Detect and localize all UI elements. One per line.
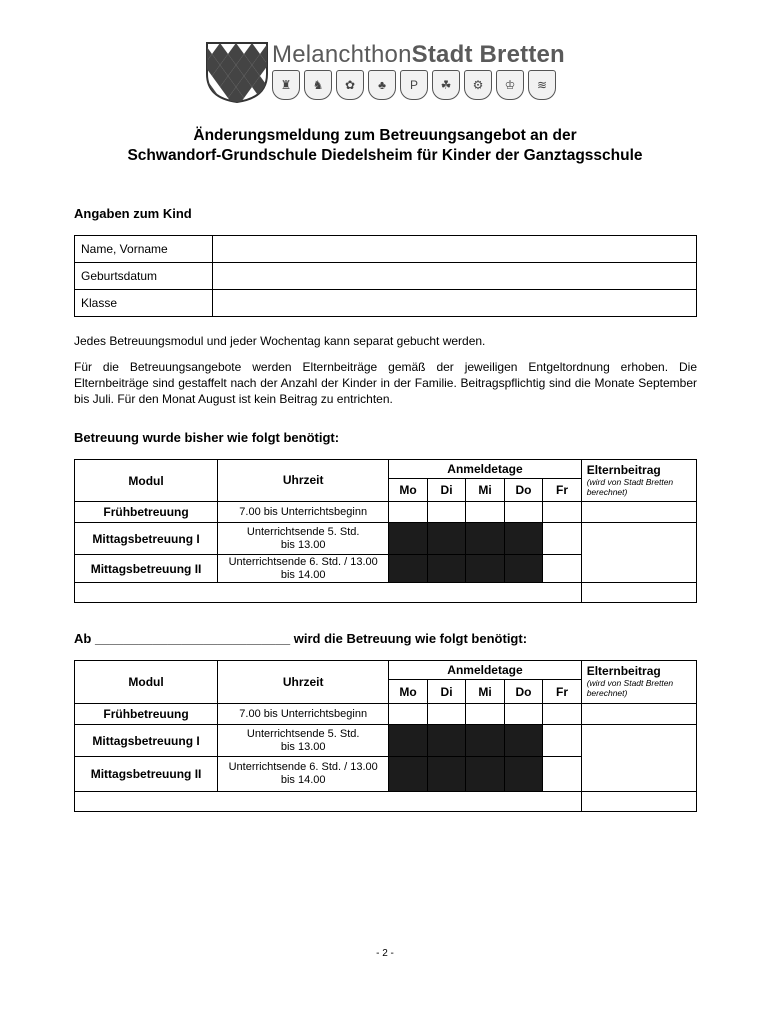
- uhrzeit-header: Uhrzeit: [218, 460, 389, 502]
- time-label: 7.00 bis Unterrichtsbeginn: [218, 704, 389, 725]
- booking-cell-fr[interactable]: [543, 704, 581, 725]
- booking-cell-do[interactable]: [504, 757, 543, 792]
- booking-cell-fr[interactable]: [543, 523, 581, 555]
- time-label: Unterrichtsende 6. Std. / 13.00 bis 14.00: [218, 757, 389, 792]
- booking-cell-mo[interactable]: [389, 502, 428, 523]
- table-row: [75, 583, 697, 603]
- module-label: Frühbetreuung: [75, 502, 218, 523]
- time-label: 7.00 bis Unterrichtsbeginn: [218, 502, 389, 523]
- title-line-2: Schwandorf-Grundschule Diedelsheim für Kinder der Ganztagsschule: [127, 147, 643, 164]
- total-fee-cell: [581, 792, 696, 812]
- day-mo: Mo: [389, 680, 428, 704]
- day-fr: Fr: [543, 479, 581, 502]
- table-row: [75, 236, 697, 263]
- anmeldetage-header: Anmeldetage: [389, 460, 581, 479]
- table-row: [75, 792, 697, 812]
- booking-cell-mi[interactable]: [466, 502, 504, 523]
- booking-cell-do[interactable]: [504, 502, 543, 523]
- booking-cell-di[interactable]: [427, 725, 465, 757]
- anmeldetage-header: Anmeldetage: [389, 661, 581, 680]
- future-care-heading: Ab ___________________________ wird die Betreuung wie folgt benötigt:: [74, 631, 528, 646]
- module-label: Mittagsbetreuung I: [75, 725, 218, 757]
- booking-cell-do[interactable]: [504, 725, 543, 757]
- day-fr: Fr: [543, 680, 581, 704]
- day-di: Di: [427, 680, 465, 704]
- elternbeitrag-note: (wird von Stadt Bretten berechnet): [586, 477, 674, 497]
- fee-cell: [581, 704, 696, 725]
- booking-cell-do[interactable]: [504, 555, 543, 583]
- modul-header: Modul: [75, 460, 218, 502]
- crest-6-icon: ☘: [432, 70, 460, 100]
- time-label: Unterrichtsende 6. Std. / 13.00 bis 14.00: [218, 555, 389, 583]
- table-row: [75, 725, 697, 757]
- booking-cell-mi[interactable]: [466, 555, 504, 583]
- booking-cell-di[interactable]: [427, 502, 465, 523]
- info-paragraph-1: Jedes Betreuungsmodul und jeder Wochentag kann separat gebucht werden.: [74, 334, 486, 348]
- birthdate-field[interactable]: [213, 263, 697, 290]
- booking-cell-mo[interactable]: [389, 757, 428, 792]
- table-row: [75, 704, 697, 725]
- total-row-spacer: [75, 792, 582, 812]
- coat-of-arms-icon: [204, 40, 270, 104]
- page-number: - 2 -: [376, 948, 394, 959]
- name-label: Name, Vorname: [75, 236, 213, 263]
- crest-4-icon: ♣: [368, 70, 396, 100]
- kid-data-table: [74, 235, 697, 317]
- day-mi: Mi: [466, 680, 504, 704]
- booking-cell-fr[interactable]: [543, 757, 581, 792]
- booking-cell-mi[interactable]: [466, 523, 504, 555]
- time-label: Unterrichtsende 5. Std. bis 13.00: [218, 725, 389, 757]
- current-care-table: [74, 459, 697, 603]
- crest-2-icon: ♞: [304, 70, 332, 100]
- table-row: [75, 502, 697, 523]
- future-care-table: [74, 660, 697, 812]
- booking-cell-di[interactable]: [427, 757, 465, 792]
- crest-3-icon: ✿: [336, 70, 364, 100]
- crest-5-icon: P: [400, 70, 428, 100]
- kid-section-heading: Angaben zum Kind: [74, 206, 192, 221]
- crest-9-icon: ≋: [528, 70, 556, 100]
- booking-cell-di[interactable]: [427, 523, 465, 555]
- time-label: Unterrichtsende 5. Std. bis 13.00: [218, 523, 389, 555]
- elternbeitrag-header: Elternbeitrag (wird von Stadt Bretten berechnet): [581, 661, 696, 704]
- title-line-1: Änderungsmeldung zum Betreuungsangebot an der: [193, 127, 577, 144]
- booking-cell-fr[interactable]: [543, 502, 581, 523]
- crest-8-icon: ♔: [496, 70, 524, 100]
- day-do: Do: [504, 479, 543, 502]
- name-field[interactable]: [213, 236, 697, 263]
- crest-7-icon: ⚙: [464, 70, 492, 100]
- booking-cell-mo[interactable]: [389, 523, 428, 555]
- day-mo: Mo: [389, 479, 428, 502]
- module-label: Mittagsbetreuung II: [75, 555, 218, 583]
- table-row: [75, 460, 697, 479]
- booking-cell-fr[interactable]: [543, 555, 581, 583]
- district-crests: [272, 70, 556, 100]
- elternbeitrag-header: Elternbeitrag (wird von Stadt Bretten berechnet): [581, 460, 696, 502]
- module-label: Mittagsbetreuung I: [75, 523, 218, 555]
- booking-cell-di[interactable]: [427, 704, 465, 725]
- booking-cell-mi[interactable]: [466, 757, 504, 792]
- booking-cell-mi[interactable]: [466, 725, 504, 757]
- elternbeitrag-note: (wird von Stadt Bretten berechnet): [586, 678, 674, 698]
- current-care-heading: Betreuung wurde bisher wie folgt benötigt:: [74, 430, 340, 445]
- modul-header: Modul: [75, 661, 218, 704]
- class-label: Klasse: [75, 290, 213, 317]
- info-paragraph-2: Für die Betreuungsangebote werden Elternbeiträge gemäß der jeweiligen Entgeltordnung erhoben. Die Elternbeiträge sind gestaffelt nach der Anzahl der Kinder in der Familie. Beitragspflichtig sind die Monate September bis Juli. Für den Monat August ist kein Beitrag zu entrichten.: [74, 360, 697, 406]
- booking-cell-mo[interactable]: [389, 704, 428, 725]
- booking-cell-di[interactable]: [427, 555, 465, 583]
- booking-cell-do[interactable]: [504, 704, 543, 725]
- table-row: [75, 290, 697, 317]
- uhrzeit-header: Uhrzeit: [218, 661, 389, 704]
- fee-cell: [581, 725, 696, 792]
- booking-cell-fr[interactable]: [543, 725, 581, 757]
- total-fee-cell: [581, 583, 696, 603]
- total-row-spacer: [75, 583, 582, 603]
- table-row: [75, 523, 697, 555]
- page-title: [0, 126, 770, 166]
- fee-cell: [581, 502, 696, 523]
- fee-cell: [581, 523, 696, 583]
- table-row: [75, 263, 697, 290]
- class-field[interactable]: [213, 290, 697, 317]
- day-mi: Mi: [466, 479, 504, 502]
- day-di: Di: [427, 479, 465, 502]
- booking-cell-do[interactable]: [504, 523, 543, 555]
- module-label: Frühbetreuung: [75, 704, 218, 725]
- crest-1-icon: ♜: [272, 70, 300, 100]
- day-do: Do: [504, 680, 543, 704]
- city-logo: [204, 40, 564, 104]
- table-row: [75, 661, 697, 680]
- booking-cell-mo[interactable]: [389, 555, 428, 583]
- booking-cell-mi[interactable]: [466, 704, 504, 725]
- booking-cell-mo[interactable]: [389, 725, 428, 757]
- module-label: Mittagsbetreuung II: [75, 757, 218, 792]
- birthdate-label: Geburtsdatum: [75, 263, 213, 290]
- city-brand-name: MelanchthonStadt Bretten: [272, 41, 565, 68]
